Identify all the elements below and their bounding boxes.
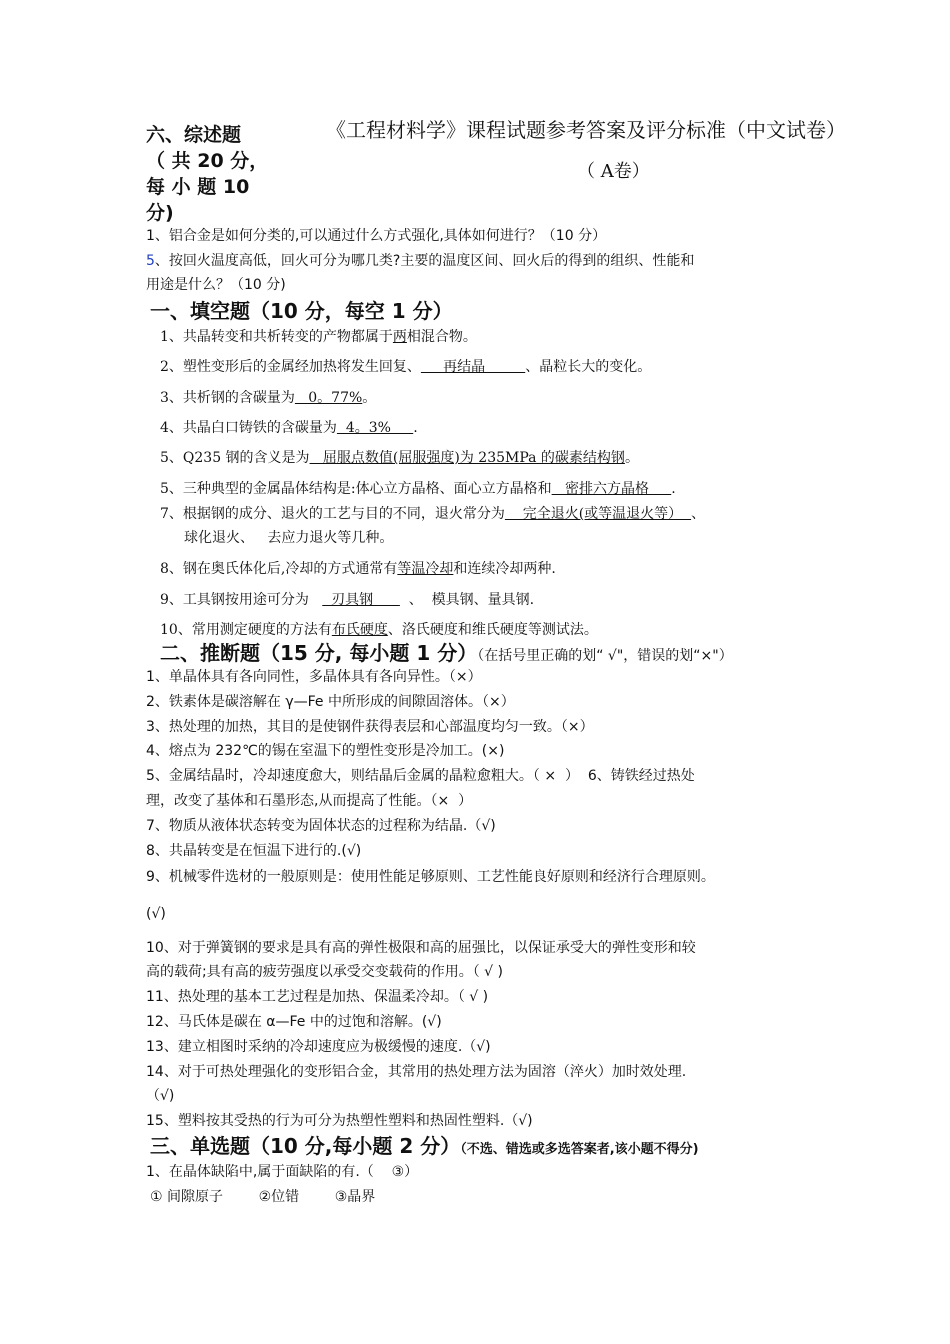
judge-line: 8、共晶转变是在恒温下进行的.(√)	[146, 843, 362, 859]
fill-item-2	[160, 357, 651, 377]
fill-item-5a	[160, 448, 639, 468]
choice-options: ① 间隙原子 ②位错 ③晶界	[150, 1189, 376, 1205]
section6-heading-line: （ 共 20 分，	[146, 150, 269, 172]
judge-line: 12、马氏体是碳在 α—Fe 中的过饱和溶解。(√)	[146, 1014, 442, 1030]
fill-item-4	[160, 418, 418, 438]
section2-title: 二、推断题（15 分, 每小题 1 分）	[160, 641, 478, 665]
fill-item-7-cont: 球化退火、 去应力退火等几种。	[184, 530, 394, 546]
item-answer: 再结晶	[420, 359, 526, 375]
judge-line: 15、塑料按其受热的行为可分为热塑性塑料和热固性塑料.（√)	[146, 1113, 533, 1129]
item-text: 相混合物。	[406, 329, 477, 345]
item-text: 。	[624, 450, 639, 466]
item-text: 1、共晶转变和共析转变的产物都属于	[160, 329, 393, 345]
item-text: 2、塑性变形后的金属经加热将发生回复、	[160, 359, 421, 375]
item-text: 10、常用测定硬度的方法有	[160, 622, 332, 638]
document-subtitle: （ A卷）	[577, 161, 650, 182]
section6-question-5-cont: 用途是什么？（10 分)	[146, 277, 286, 293]
item-text: 3、共析钢的含碳量为	[160, 390, 295, 406]
judge-line: 高的载荷;具有高的疲劳强度以承受交变载荷的作用。（ √ )	[146, 964, 503, 980]
fill-item-1	[160, 327, 477, 347]
fill-item-7	[160, 504, 705, 524]
judge-line: 4、熔点为 232℃的锡在室温下的塑性变形是冷加工。(×)	[146, 743, 505, 759]
item-text: 、晶粒长大的变化。	[525, 359, 652, 375]
question-text: 、按回火温度高低，回火可分为哪几类?主要的温度区间、回火后的得到的组织、性能和	[154, 253, 695, 269]
item-text: .	[413, 420, 418, 436]
item-answer: 4。3%	[336, 420, 414, 436]
item-text: 9、工具钢按用途可分为	[160, 592, 323, 608]
judge-line: 1、单晶体具有各向同性，多晶体具有各向异性。（×）	[146, 669, 482, 685]
item-answer: 布氏硬度	[331, 622, 388, 638]
item-answer: 两	[392, 329, 407, 345]
section6-heading-line: 每 小 题 10	[146, 176, 250, 198]
item-answer: 完全退火(或等温退火等）	[504, 506, 692, 522]
item-text: .	[671, 481, 676, 497]
section1-heading: 一、填空题（10 分，每空 1 分）	[150, 299, 453, 323]
judge-line: 7、物质从液体状态转变为固体状态的过程称为结晶.（√)	[146, 818, 496, 834]
item-answer: 0。77%	[294, 390, 363, 406]
section6-question-5	[146, 251, 694, 271]
judge-line: 理，改变了基体和石墨形态,从而提高了性能。（× ）	[146, 793, 473, 809]
fill-item-5b	[160, 479, 676, 499]
section2-note: （在括号里正确的划“ √"，错误的划“×"）	[477, 648, 733, 664]
section2-heading	[160, 640, 733, 669]
judge-line: 10、对于弹簧钢的要求是具有高的弹性极限和高的屈强比，以保证承受大的弹性变形和较	[146, 940, 696, 956]
judge-line: 5、金属结晶时，冷却速度愈大，则结晶后金属的晶粒愈粗大。（ × ） 6、铸铁经过热处	[146, 768, 695, 784]
item-text: 5、Q235 钢的含义是为	[160, 450, 310, 466]
fill-item-8	[160, 559, 556, 579]
item-text: 、	[691, 506, 706, 522]
fill-item-3	[160, 388, 376, 408]
item-answer: 刃具钢	[322, 592, 400, 608]
question-number: 5	[146, 253, 155, 269]
fill-item-9	[160, 590, 534, 610]
item-answer: 密排六方晶格	[551, 481, 672, 497]
judge-line: 2、铁素体是碳溶解在 γ—Fe 中所形成的间隙固溶体。（×）	[146, 694, 515, 710]
section6-heading-line: 分)	[146, 202, 174, 224]
section6-heading-line: 六、综述题	[146, 124, 242, 146]
item-text: 7、根据钢的成分、退火的工艺与目的不同，退火常分为	[160, 506, 505, 522]
section3-title: 三、单选题（10 分,每小题 2 分）	[150, 1134, 461, 1158]
section6-question-1: 1、铝合金是如何分类的,可以通过什么方式强化,具体如何进行？（10 分）	[146, 228, 607, 244]
judge-line: 9、机械零件选材的一般原则是：使用性能足够原则、工艺性能良好原则和经济行合理原则。	[146, 869, 715, 885]
item-answer: 等温冷却	[397, 561, 454, 577]
item-text: 、 模具钢、量具钢.	[399, 592, 535, 608]
judge-line: （√)	[146, 1088, 175, 1104]
item-text: 。	[362, 390, 377, 406]
section3-heading	[150, 1133, 699, 1163]
item-answer: 屈服点数值(屈服强度)为 235MPa 的碳素结构钢	[309, 450, 625, 466]
item-text: 5、三种典型的金属晶体结构是:体心立方晶格、面心立方晶格和	[160, 481, 552, 497]
judge-line: (√)	[146, 906, 166, 922]
document-title: 《工程材料学》课程试题参考答案及评分标准（中文试卷）	[326, 118, 846, 142]
judge-line: 11、热处理的基本工艺过程是加热、保温柔冷却。（ √ )	[146, 989, 489, 1005]
item-text: 、洛氏硬度和维氏硬度等测试法。	[387, 622, 598, 638]
item-text: 和连续冷却两种.	[453, 561, 556, 577]
judge-line: 14、对于可热处理强化的变形铝合金，其常用的热处理方法为固溶（淬火）加时效处理.	[146, 1064, 687, 1080]
item-text: 8、钢在奥氏体化后,冷却的方式通常有	[160, 561, 398, 577]
fill-item-10	[160, 620, 598, 640]
section3-note: （不选、错选或多选答案者,该小题不得分)	[460, 1142, 699, 1157]
choice-question-1: 1、在晶体缺陷中,属于面缺陷的有.（ ③）	[146, 1164, 419, 1180]
section6-heading	[146, 122, 274, 226]
item-text: 4、共晶白口铸铁的含碳量为	[160, 420, 337, 436]
judge-line: 3、热处理的加热，其目的是使钢件获得表层和心部温度均匀一致。（×）	[146, 719, 594, 735]
judge-line: 13、建立相图时采纳的冷却速度应为极缓慢的速度.（√)	[146, 1039, 491, 1055]
